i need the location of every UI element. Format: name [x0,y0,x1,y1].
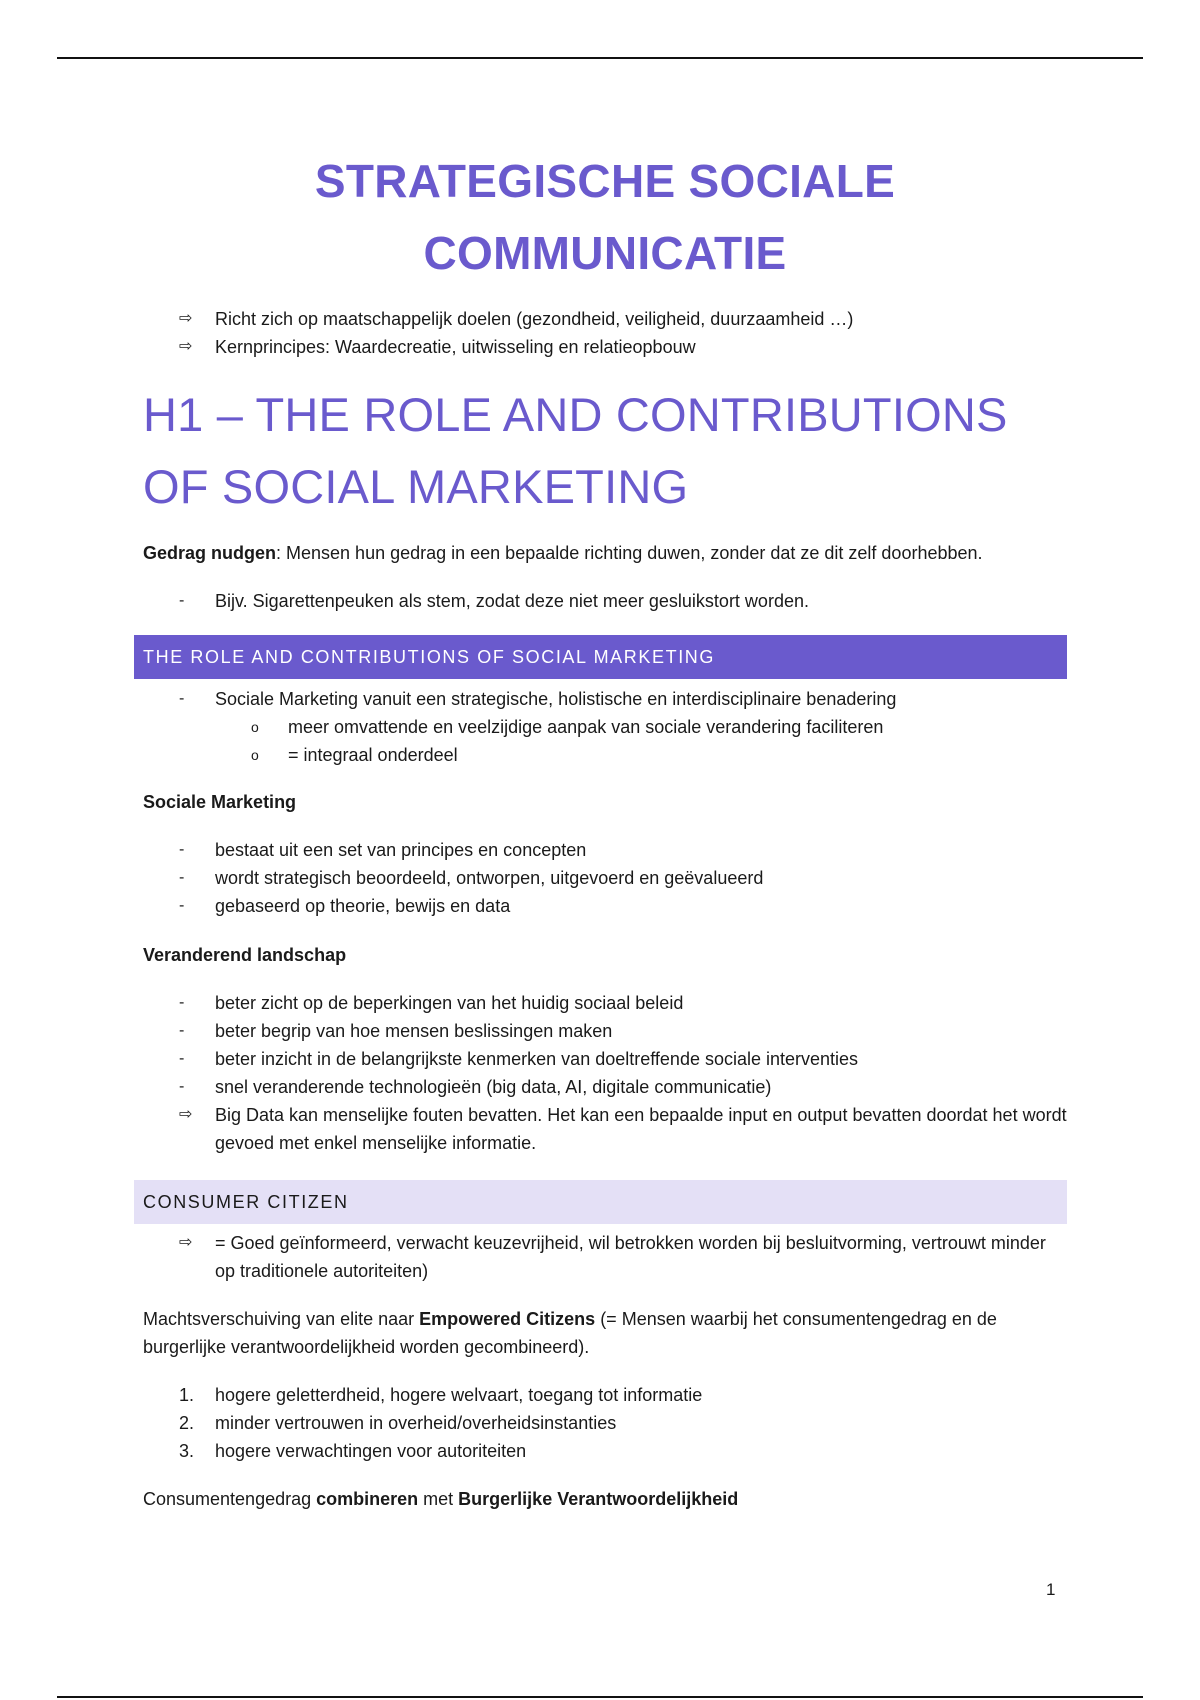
list-item-text: gebaseerd op theorie, bewijs en data [215,896,511,916]
arrow-icon: ⇨ [179,1234,193,1251]
title-line-1: STRATEGISCHE SOCIALE [314,155,896,207]
list-item [143,1381,1067,1409]
list-item [143,1073,1067,1101]
list-item [143,713,1067,741]
list-item [143,892,1067,920]
document-title [143,145,1067,289]
section1-points [143,685,1067,713]
list-item-text: Sociale Marketing vanuit een strategische, holistische en interdisciplinaire benadering [215,689,897,709]
title-line-2: COMMUNICATIE [423,227,787,279]
list-item [143,864,1067,892]
chapter-heading [143,379,1067,523]
dash-bullet: - [179,994,185,1011]
list-item [143,836,1067,864]
numbered-list [143,1381,1067,1465]
list-item-text: Big Data kan menselijke fouten bevatten. Het kan een bepaalde input en output bevatten doordat het wordt gevoed met enkel menselijke informatie. [215,1105,1067,1153]
list-number: 1. [179,1385,195,1405]
list-item [143,305,1067,333]
list-number: 3. [179,1441,195,1461]
dash-bullet: - [179,592,185,609]
list-item [143,1045,1067,1073]
section1-subpoints [143,713,1067,769]
paragraph-text: Machtsverschuiving van elite naar [143,1309,420,1329]
dash-bullet: - [179,1050,185,1067]
list-item-text: meer omvattende en veelzijdige aanpak van sociale verandering faciliteren [288,717,884,737]
subheading-veranderend-landschap: Veranderend landschap [143,945,347,965]
list-item-text: beter begrip van hoe mensen beslissingen maken [215,1021,613,1041]
list-number: 2. [179,1413,195,1433]
arrow-icon: ⇨ [179,338,193,355]
list-item [143,1017,1067,1045]
list-item-text: bestaat uit een set van principes en concepten [215,840,587,860]
chapter-heading-line-2: OF SOCIAL MARKETING [143,460,689,513]
section-heading-role: THE ROLE AND CONTRIBUTIONS OF SOCIAL MARKETING [134,635,1067,679]
intro-list [143,305,1067,361]
circle-bullet: o [251,747,259,763]
list-item-text: = Goed geïnformeerd, verwacht keuzevrijheid, wil betrokken worden bij besluitvorming, vertrouwt minder op traditionele autoriteiten) [215,1233,1046,1281]
landscape-list [143,989,1067,1157]
list-item-text: minder vertrouwen in overheid/overheidsinstanties [215,1413,617,1433]
list-item-text: Richt zich op maatschappelijk doelen (gezondheid, veiligheid, duurzaamheid …) [215,309,854,329]
arrow-icon: ⇨ [179,1106,193,1123]
nudging-example-list [143,587,1067,615]
list-item-text: hogere verwachtingen voor autoriteiten [215,1441,527,1461]
list-item-text: Bijv. Sigarettenpeuken als stem, zodat deze niet meer gesluikstort worden. [215,591,809,611]
list-item-text: beter inzicht in de belangrijkste kenmerken van doeltreffende sociale interventies [215,1049,859,1069]
list-item-text: wordt strategisch beoordeeld, ontworpen, uitgevoerd en geëvalueerd [215,868,764,888]
bottom-rule [57,1696,1143,1698]
dash-bullet: - [179,1078,185,1095]
list-item [143,1409,1067,1437]
list-item [143,587,1067,615]
power-shift-paragraph [143,1305,1067,1361]
section-heading-consumer-citizen: CONSUMER CITIZEN [134,1180,1067,1224]
chapter-heading-line-1: H1 – THE ROLE AND CONTRIBUTIONS [143,388,1008,441]
paragraph-text: (= Mensen waarbij het consumentengedrag en de burgerlijke verantwoordelijkheid worden gecombineerd). [143,1309,997,1357]
list-item [143,333,1067,361]
nudging-term: Gedrag nudgen [143,543,277,563]
circle-bullet: o [251,719,259,735]
document-page [143,145,1067,1513]
subheading-sociale-marketing: Sociale Marketing [143,792,297,812]
top-rule [57,57,1143,59]
bold-term: Empowered Citizens [419,1309,596,1329]
list-item [143,741,1067,769]
dash-bullet: - [179,897,185,914]
page-number: 1 [1046,1580,1056,1599]
list-item [143,1437,1067,1465]
dash-bullet: - [179,1022,185,1039]
arrow-icon: ⇨ [179,310,193,327]
list-item [143,685,1067,713]
bold-term: combineren [316,1489,419,1509]
closing-paragraph [143,1485,1067,1513]
dash-bullet: - [179,690,185,707]
bold-term: Burgerlijke Verantwoordelijkheid [458,1489,739,1509]
sociale-marketing-list [143,836,1067,920]
list-item-text: Kernprincipes: Waardecreatie, uitwisseling en relatieopbouw [215,337,696,357]
list-item-text: beter zicht op de beperkingen van het huidig sociaal beleid [215,993,684,1013]
list-item [143,989,1067,1017]
dash-bullet: - [179,869,185,886]
paragraph-text: met [418,1489,459,1509]
nudging-definition [143,539,1067,567]
list-item [143,1101,1067,1157]
dash-bullet: - [179,841,185,858]
list-item-text: hogere geletterdheid, hogere welvaart, toegang tot informatie [215,1385,703,1405]
nudging-text: : Mensen hun gedrag in een bepaalde richting duwen, zonder dat ze dit zelf doorhebben. [276,543,983,563]
list-item [143,1229,1067,1285]
list-item-text: snel veranderende technologieën (big data, AI, digitale communicatie) [215,1077,772,1097]
paragraph-text: Consumentengedrag [143,1489,317,1509]
consumer-citizen-definition [143,1229,1067,1285]
list-item-text: = integraal onderdeel [288,745,458,765]
